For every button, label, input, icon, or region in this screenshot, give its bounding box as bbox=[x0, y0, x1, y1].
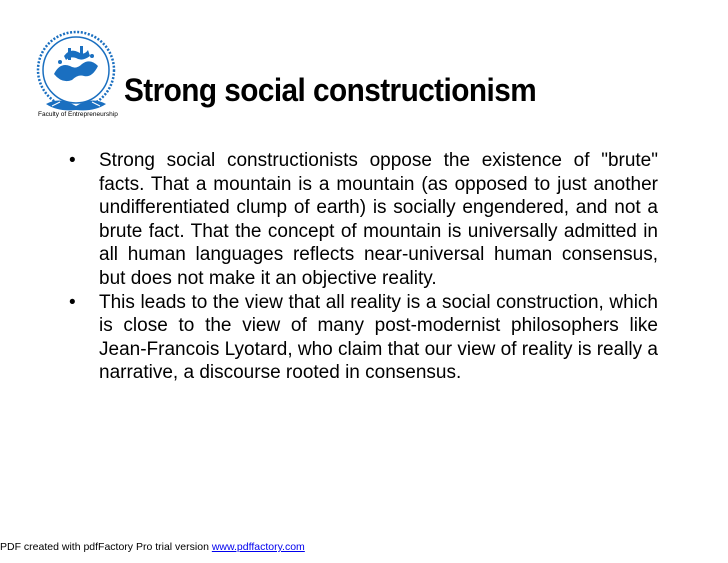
bullet-item bbox=[66, 149, 658, 291]
bullet-item bbox=[66, 291, 658, 385]
footer-text: PDF created with pdfFactory Pro trial version bbox=[0, 541, 212, 553]
bullet-text: Strong social constructionists oppose the existence of "brute" facts. That a mountain is a mountain (as opposed to just another undifferentiated clump of earth) is socially engendered, and not a brute fact. That the concept of mountain is universally admitted in all human languages reflects near-universal human consensus, but does not make it an objective reality. bbox=[99, 150, 658, 289]
slide-title: Strong social constructionism bbox=[124, 72, 537, 108]
footer-link[interactable]: www.pdffactory.com bbox=[211, 541, 305, 553]
bullet-point-icon: • bbox=[69, 291, 76, 313]
bullet-point-icon: • bbox=[69, 150, 76, 171]
logo-caption: Faculty of Entrepreneurship bbox=[38, 111, 118, 118]
bullet-text: This leads to the view that all reality is a social construction, which is close to the view of many post-modernist philosophers like Jean-Francois Lyotard, who claim that our view of reality is really a narrative, a discourse rooted in consensus. bbox=[99, 291, 658, 384]
pdf-footer bbox=[0, 541, 305, 553]
bullet-list bbox=[66, 149, 658, 385]
